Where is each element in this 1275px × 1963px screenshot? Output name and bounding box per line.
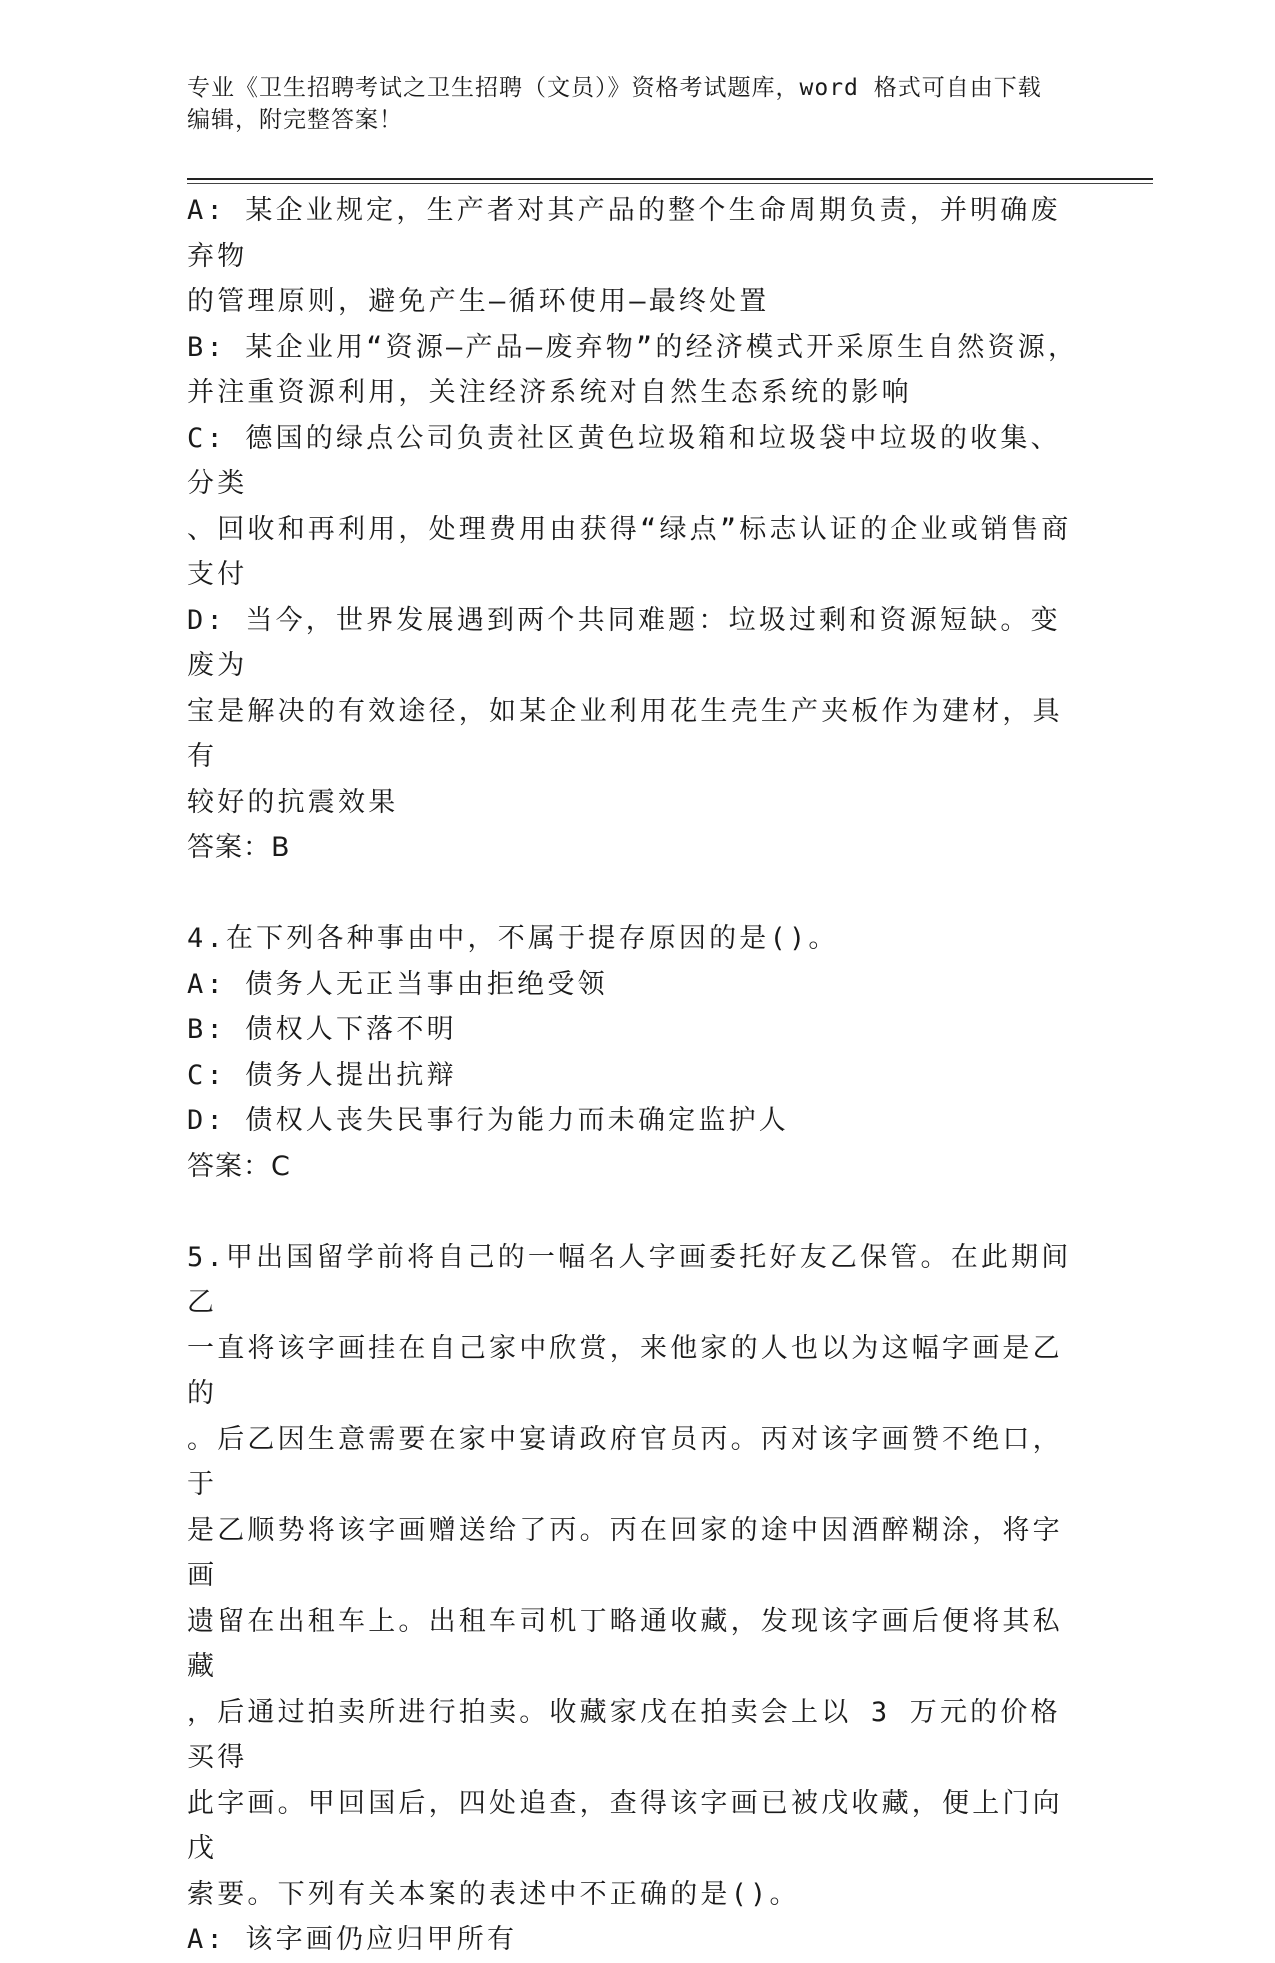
q5-question-line-8: 索要。下列有关本案的表述中不正确的是()。 [187, 1878, 800, 1910]
q5-question-line-3: 。后乙因生意需要在家中宴请政府官员丙。丙对该字画赞不绝口，于 [187, 1423, 1063, 1500]
q3-option-c-line-3: 支付 [187, 559, 248, 590]
header-divider-thin [187, 183, 1153, 184]
question-3 [187, 188, 1087, 871]
q4-option-c: C: 债务人提出抗辩 [187, 1059, 457, 1091]
q3-option-d-line-3: 较好的抗震效果 [187, 786, 399, 818]
q4-option-b: B: 债权人下落不明 [187, 1014, 457, 1045]
header-divider-thick [187, 178, 1153, 180]
q3-answer: 答案：B [187, 832, 291, 863]
q3-option-b-line-2: 并注重资源利用，关注经济系统对自然生态系统的影响 [187, 377, 912, 408]
q3-option-c-line-1: C: 德国的绿点公司负责社区黄色垃圾箱和垃圾袋中垃圾的收集、分类 [187, 422, 1061, 499]
q3-option-d-line-1: D: 当今，世界发展遇到两个共同难题：垃圾过剩和资源短缺。变废为 [187, 604, 1061, 681]
header-line-1: 专业《卫生招聘考试之卫生招聘（文员）》资格考试题库，word 格式可自由下载 [187, 75, 1042, 101]
spacer [187, 1189, 1087, 1235]
spacer [187, 871, 1087, 917]
q3-option-c-line-2: 、回收和再利用，处理费用由获得“绿点”标志认证的企业或销售商 [187, 513, 1072, 545]
q5-option-a: A: 该字画仍应归甲所有 [187, 1924, 518, 1955]
q3-option-d-line-2: 宝是解决的有效途径，如某企业利用花生壳生产夹板作为建材，具有 [187, 695, 1063, 772]
q4-answer: 答案：C [187, 1150, 291, 1182]
q5-question-line-2: 一直将该字画挂在自己家中欣赏，来他家的人也以为这幅字画是乙的 [187, 1332, 1063, 1409]
header-line-2: 编辑，附完整答案！ [187, 107, 403, 133]
q5-question-line-7: 此字画。甲回国后，四处追查，查得该字画已被戊收藏，便上门向戊 [187, 1787, 1063, 1864]
q4-option-a: A: 债务人无正当事由拒绝受领 [187, 968, 608, 1000]
q5-question-line-5: 遗留在出租车上。出租车司机丁略通收藏，发现该字画后便将其私藏 [187, 1605, 1063, 1682]
q3-option-a-line-1: A: 某企业规定，生产者对其产品的整个生命周期负责，并明确废弃物 [187, 195, 1061, 272]
q3-option-a-line-2: 的管理原则，避免产生—循环使用—最终处置 [187, 286, 770, 317]
question-4 [187, 916, 1087, 1189]
q3-option-b-line-1: B: 某企业用“资源—产品—废弃物”的经济模式开采原生自然资源， [187, 331, 1079, 363]
q5-question-line-1: 5.甲出国留学前将自己的一幅名人字画委托好友乙保管。在此期间乙 [187, 1241, 1072, 1318]
q5-question-line-4: 是乙顺势将该字画赠送给了丙。丙在回家的途中因酒醉糊涂，将字画 [187, 1514, 1063, 1591]
q4-question: 4.在下列各种事由中，不属于提存原因的是()。 [187, 923, 839, 954]
question-5 [187, 1235, 1087, 1963]
document-header [187, 72, 1067, 136]
q4-option-d: D: 债权人丧失民事行为能力而未确定监护人 [187, 1105, 789, 1136]
q5-question-line-6: ，后通过拍卖所进行拍卖。收藏家戊在拍卖会上以 3 万元的价格买得 [187, 1696, 1061, 1773]
document-body [187, 188, 1087, 1963]
